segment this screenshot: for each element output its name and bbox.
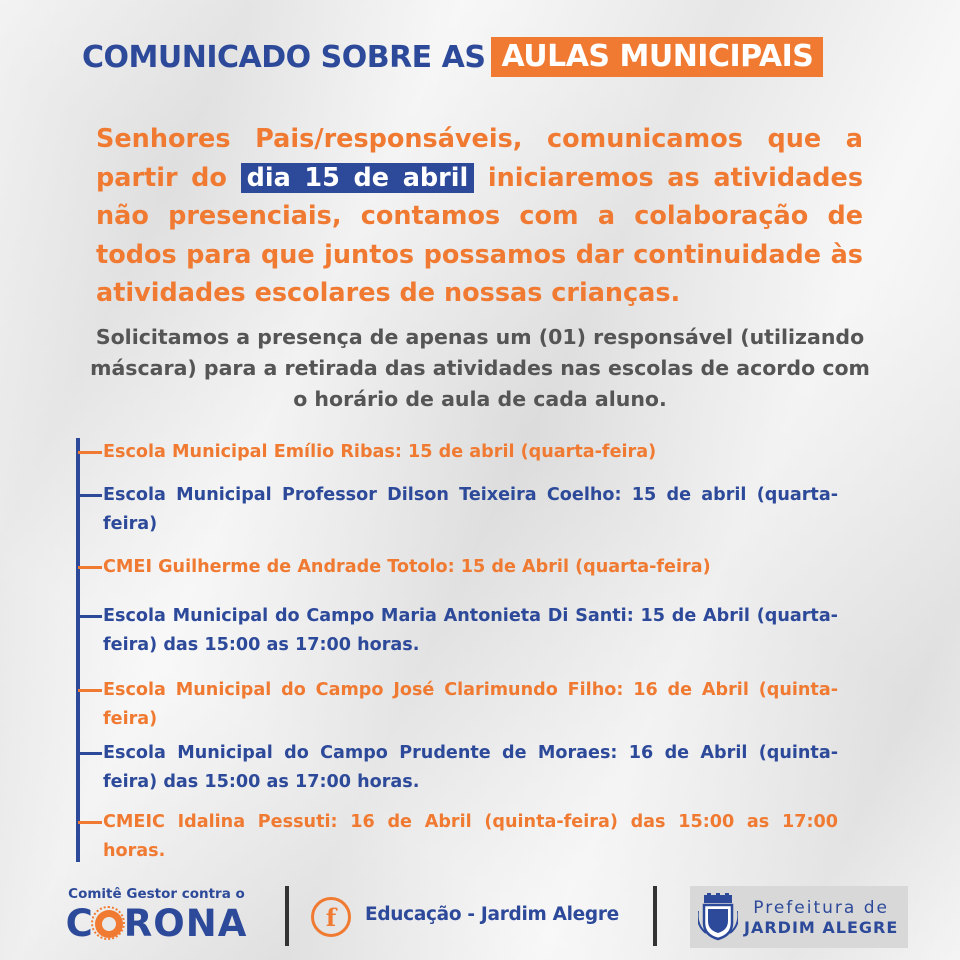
city-crest-icon (698, 893, 738, 941)
committee-logo (64, 886, 249, 944)
timeline-dash (78, 752, 102, 755)
title-part-1: COMUNICADO SOBRE AS (82, 39, 486, 75)
schedule-item-text: CMEIC Idalina Pessuti: 16 de Abril (quinta-feira) das 15:00 as 17:00 horas. (103, 812, 838, 861)
title-part-2-highlight: AULAS MUNICIPAIS (491, 37, 823, 77)
schedule-item-text: Escola Municipal Emílio Ribas: 15 de abril (quarta-feira) (103, 442, 657, 462)
timeline-dash (78, 451, 102, 454)
committee-caption: Comitê Gestor contra o (68, 886, 245, 902)
facebook-page-label[interactable]: Educação - Jardim Alegre (365, 904, 619, 925)
facebook-icon[interactable]: f (311, 897, 351, 937)
schedule-item (78, 676, 838, 734)
footer (0, 880, 960, 960)
prefeitura-line-1: Prefeitura de (753, 897, 889, 918)
corona-letters-rest: RONA (123, 902, 248, 945)
footer-divider (285, 886, 289, 946)
schedule-item-text: Escola Municipal do Campo Prudente de Moraes: 16 de Abril (quinta-feira) das 15:00 as 17:00 horas. (103, 743, 838, 792)
intro-text-before: Senhores Pais/responsáveis, comunicamos que a partir do (96, 124, 863, 193)
schedule-item-text: Escola Municipal Professor Dilson Teixeira Coelho: 15 de abril (quarta-feira) (103, 485, 838, 534)
prefeitura-logo (690, 886, 908, 948)
timeline-dash (78, 494, 102, 497)
intro-date-highlight: dia 15 de abril (241, 163, 475, 193)
timeline-dash (78, 821, 102, 824)
schedule-item-text: Escola Municipal do Campo José Clarimundo Filho: 16 de Abril (quinta-feira) (103, 680, 838, 729)
schedule-item (78, 602, 838, 660)
corona-letter-c: C (65, 902, 94, 945)
request-paragraph: Solicitamos a presença de apenas um (01) responsável (utilizando máscara) para a retirada das atividades nas escolas de acordo com o horário de aula de cada aluno. (90, 325, 870, 411)
schedule-item (78, 739, 838, 797)
page-title (82, 36, 823, 78)
timeline-dash (78, 689, 102, 692)
schedule-item-text: CMEI Guilherme de Andrade Totolo: 15 de Abril (quarta-feira) (103, 557, 711, 577)
timeline-dash (78, 566, 102, 569)
schedule-item (78, 553, 838, 582)
virus-icon (95, 910, 123, 938)
prefeitura-text (744, 898, 898, 937)
schedule-item (78, 481, 838, 539)
schedule-item-text: Escola Municipal do Campo Maria Antonieta Di Santi: 15 de Abril (quarta-feira) das 15:00 as 17:00 horas. (103, 606, 838, 655)
schedule-item (78, 808, 838, 866)
prefeitura-line-2: JARDIM ALEGRE (744, 917, 899, 937)
footer-divider (653, 886, 657, 946)
schedule-item (78, 438, 838, 467)
corona-wordmark (64, 904, 249, 944)
intro-text-after: iniciaremos as atividades não presenciais, contamos com a colaboração de todos para que juntos possamos dar continuidade às atividades escolares de nossas crianças. (96, 162, 864, 308)
intro-paragraph (96, 120, 863, 313)
timeline-dash (78, 615, 102, 618)
